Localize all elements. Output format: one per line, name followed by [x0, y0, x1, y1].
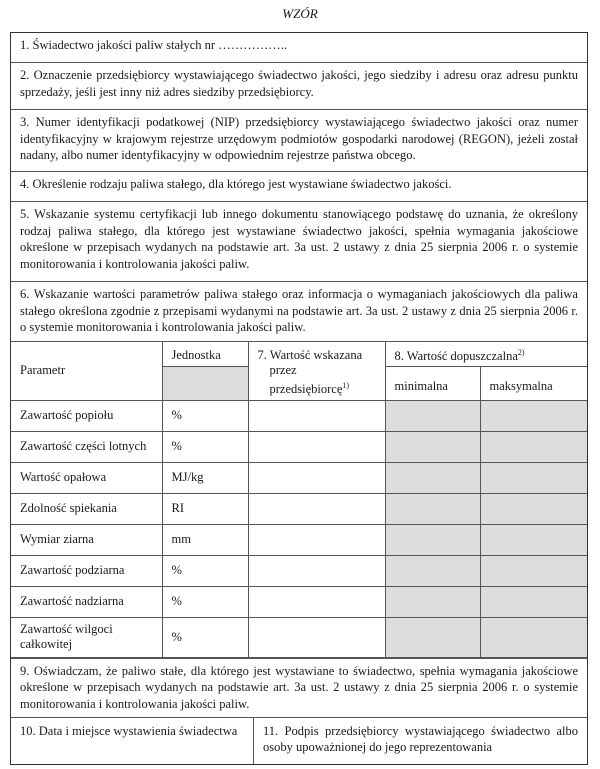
section-2[interactable]: 2. Oznaczenie przedsiębiorcy wystawiającego świadectwo jakości, jego siedziby i adresu oraz adresu punktu sprzedaży, jeśli jest inny niż adres siedziby przedsiębiorcy.	[11, 63, 587, 110]
row-param: Zawartość nadziarna	[11, 586, 162, 617]
row-param: Zawartość podziarna	[11, 555, 162, 586]
row-min-cell	[385, 493, 480, 524]
row-min-cell	[385, 431, 480, 462]
row-min-cell	[385, 586, 480, 617]
table-row	[11, 524, 587, 555]
row-unit: RI	[162, 493, 248, 524]
row-value-cell[interactable]	[248, 493, 385, 524]
row-param: Wymiar ziarna	[11, 524, 162, 555]
row-param: Zdolność spiekania	[11, 493, 162, 524]
row-param: Zawartość popiołu	[11, 400, 162, 431]
table-row	[11, 617, 587, 657]
row-max-cell	[480, 524, 587, 555]
signature-row	[11, 718, 587, 764]
section-1[interactable]: 1. Świadectwo jakości paliw stałych nr ……………..	[11, 33, 587, 63]
row-max-cell	[480, 555, 587, 586]
header-jednostka: Jednostka	[162, 342, 248, 366]
row-param: Zawartość części lotnych	[11, 431, 162, 462]
row-param: Wartość opałowa	[11, 462, 162, 493]
header-parametr: Parametr	[11, 342, 162, 400]
row-unit: %	[162, 400, 248, 431]
row-min-cell	[385, 462, 480, 493]
row-unit: MJ/kg	[162, 462, 248, 493]
parameters-table	[11, 342, 587, 658]
row-max-cell	[480, 462, 587, 493]
row-max-cell	[480, 493, 587, 524]
section-11[interactable]: 11. Podpis przedsiębiorcy wystawiającego świadectwo albo osoby upoważnionej do jego reprezentowania	[263, 723, 578, 754]
section-4[interactable]: 4. Określenie rodzaju paliwa stałego, dla którego jest wystawiane świadectwo jakości.	[11, 172, 587, 202]
row-unit: %	[162, 586, 248, 617]
header-value-allowed	[385, 342, 587, 366]
row-unit: %	[162, 617, 248, 657]
row-min-cell	[385, 617, 480, 657]
table-row	[11, 431, 587, 462]
table-row	[11, 586, 587, 617]
header-minimalna: minimalna	[385, 366, 480, 400]
row-unit: %	[162, 431, 248, 462]
row-param: Zawartość wilgoci całkowitej	[11, 617, 162, 657]
table-row	[11, 555, 587, 586]
header-col7-line1: 7. Wartość wskazana	[257, 348, 363, 363]
table-row	[11, 462, 587, 493]
section-3[interactable]: 3. Numer identyfikacji podatkowej (NIP) przedsiębiorcy wystawiającego świadectwo jakości oraz numer identyfikacyjny w krajowym rejestrze urzędowym podmiotów gospodarki narodowej (REGON), jeżeli został nadany, albo numer identyfikacyjny w odpowiednim rejestrze państwa obcego.	[11, 110, 587, 172]
footnote-2-ref: 2)	[517, 347, 525, 357]
header-jednostka-blank	[162, 366, 248, 400]
row-value-cell[interactable]	[248, 462, 385, 493]
header-maksymalna: maksymalna	[480, 366, 587, 400]
quality-certificate-form	[10, 32, 588, 765]
row-max-cell	[480, 431, 587, 462]
header-col7-text: przedsiębiorcę	[269, 382, 343, 397]
row-min-cell	[385, 400, 480, 431]
form-title: WZÓR	[282, 6, 318, 21]
row-value-cell[interactable]	[248, 586, 385, 617]
row-max-cell	[480, 400, 587, 431]
row-value-cell[interactable]	[248, 617, 385, 657]
row-value-cell[interactable]	[248, 431, 385, 462]
header-col7-line3	[258, 378, 376, 397]
section-5[interactable]: 5. Wskazanie systemu certyfikacji lub innego dokumentu stanowiącego podstawę do uznania, że określony rodzaj paliwa stałego, dla którego jest wystawiane świadectwo jakości, spełnia wymagania jakościowe określone w przepisach wydanych na podstawie art. 3a ust. 2 ustawy z dnia 25 sierpnia 2006 r. o systemie monitorowania i kontrolowania jakości paliw.	[11, 202, 587, 282]
row-unit: %	[162, 555, 248, 586]
row-min-cell	[385, 555, 480, 586]
row-max-cell	[480, 586, 587, 617]
row-min-cell	[385, 524, 480, 555]
row-value-cell[interactable]	[248, 555, 385, 586]
row-unit: mm	[162, 524, 248, 555]
row-value-cell[interactable]	[248, 524, 385, 555]
section-6[interactable]: 6. Wskazanie wartości parametrów paliwa stałego oraz informacja o wymaganiach jakościowych dla paliwa stałego określona zgodnie z przepisami wydanymi na podstawie art. 3a ust. 2 ustawy z dnia 25 sierpnia 2006 r. o systemie monitorowania i kontrolowania jakości paliw.	[11, 282, 587, 342]
header-value-declared	[248, 342, 385, 400]
header-col8-text: 8. Wartość dopuszczalna	[394, 348, 518, 363]
footnote-1-ref: 1)	[342, 381, 350, 391]
row-max-cell	[480, 617, 587, 657]
table-row	[11, 493, 587, 524]
row-value-cell[interactable]	[248, 400, 385, 431]
section-10[interactable]: 10. Data i miejsce wystawienia świadectwa	[11, 718, 254, 764]
section-9[interactable]: 9. Oświadczam, że paliwo stałe, dla którego jest wystawiane to świadectwo, spełnia wymagania jakościowe określone w przepisach wydanych na podstawie art. 3a ust. 2 ustawy z dnia 25 sierpnia 2006 r. o systemie monitorowania i kontrolowania jakości paliw.	[11, 658, 587, 718]
header-col7-line2: przez	[269, 363, 297, 378]
table-row	[11, 400, 587, 431]
